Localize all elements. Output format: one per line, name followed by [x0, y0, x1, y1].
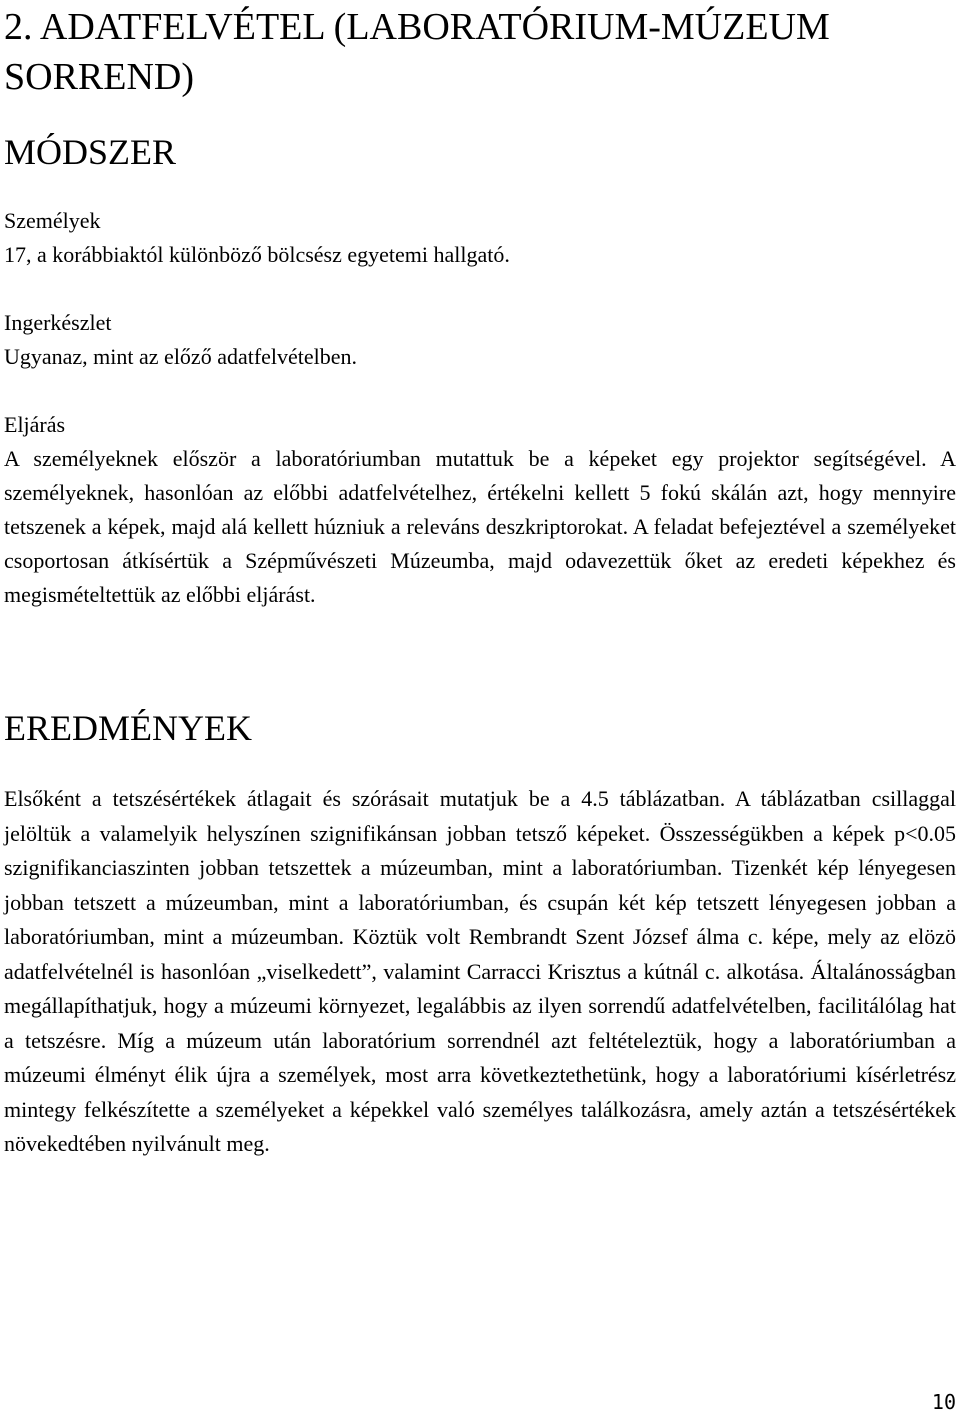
page-number: 10	[931, 1390, 956, 1414]
stimuli-label: Ingerkészlet	[4, 310, 112, 335]
results-text: Elsőként a tetszésértékek átlagait és szórásait mutatjuk be a 4.5 táblázatban. A táblázatban csillaggal jelöltük a valamelyik helyszínen szignifikánsan jobban tetsző képeket. Összességükben a képek p<0.05 szignifikanciaszinten jobban tetszettek a múzeumban, mint a laboratóriumban. Tizenkét kép lényegesen jobban tetszett a múzeumban, mint a laboratóriumban, és csupán két kép tetszett lényegesen jobban a laboratóriumban, mint a múzeumban. Köztük volt Rembrandt Szent József álma c. képe, mely az elözö adatfelvételnél is hasonlóan „viselkedett”, valamint Carracci Krisztus a kútnál c. alkotása. Általánosságban megállapíthatjuk, hogy a múzeumi környezet, legalábbis az ilyen sorrendű adatfelvételben, facilitálólag hat a tetszésre. Míg a múzeum után laboratórium sorrendnél azt feltételeztük, hogy a laboratóriumban a múzeumi élményt élik újra a személyek, most arra következtethetünk, hogy a laboratóriumi kísérletrész mintegy felkészítette a személyeket a képekkel való személyes találkozásra, amely aztán a tetszésértékek növekedtében nyilvánult meg.	[4, 786, 956, 1156]
results-heading: EREDMÉNYEK	[4, 708, 252, 748]
methods-heading: MÓDSZER	[4, 132, 177, 172]
results-section	[4, 782, 956, 1162]
document-title: 2. ADATFELVÉTEL (LABORATÓRIUM-MÚZEUM SORREND)	[4, 6, 830, 98]
procedure-label: Eljárás	[4, 412, 66, 437]
stimuli-text: Ugyanaz, mint az előző adatfelvételben.	[4, 344, 358, 369]
stimuli-section	[4, 306, 956, 374]
subjects-text: 17, a korábbiaktól különböző bölcsész egyetemi hallgató.	[4, 242, 510, 267]
procedure-text: A személyeknek először a laboratóriumban mutattuk be a képeket egy projektor segítségével. A személyeknek, hasonlóan az előbbi adatfelvételhez, értékelni kellett 5 fokú skálán azt, hogy mennyire tetszenek a képek, majd alá kellett húzniuk a releváns deszkriptorokat. A feladat befejeztével a személyeket csoportosan átkísértük a Szépművészeti Múzeumba, majd odavezettük őket az eredeti képekhez és megismételtettük az előbbi eljárást.	[4, 446, 956, 607]
subjects-label: Személyek	[4, 208, 101, 233]
subjects-section	[4, 204, 956, 272]
procedure-section	[4, 408, 956, 612]
